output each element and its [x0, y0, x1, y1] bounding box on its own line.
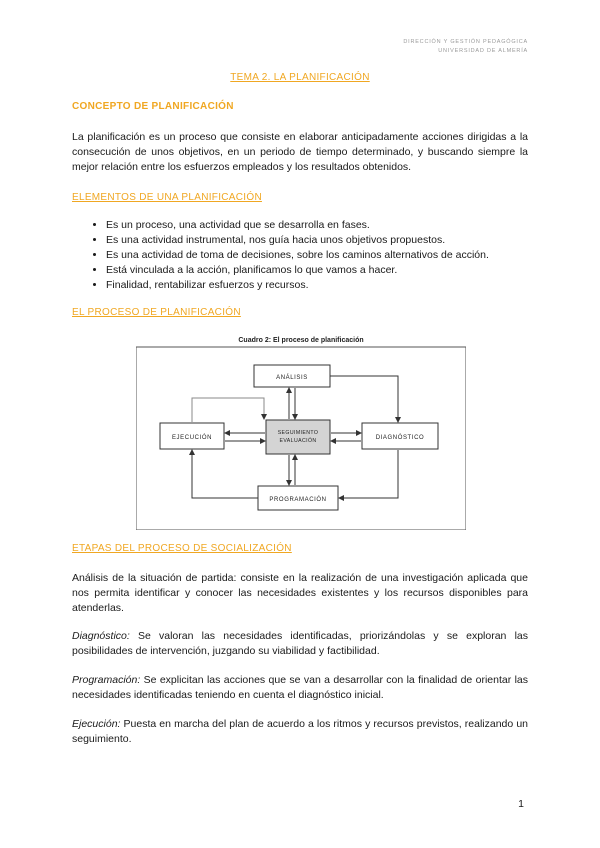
text-ejecucion: Puesta en marcha del plan de acuerdo a los ritmos y recursos previstos, realizando un seguimiento. — [72, 718, 528, 745]
header-line-1: DIRECCIÓN Y GESTIÓN PEDAGÓGICA — [403, 39, 528, 45]
arrow-diagnostico-programacion — [339, 450, 398, 498]
label-seguimiento: SEGUIMIENTO — [277, 430, 319, 436]
label-diagnostico: DIAGNÓSTICO — [375, 435, 425, 441]
list-item: • Está vinculada a la acción, planificamos lo que vamos a hacer. — [106, 263, 562, 278]
label-diagnostico-term: Diagnóstico: — [72, 630, 130, 642]
arrow-ejecucion-seguimiento — [192, 398, 264, 422]
paragraph-concepto: La planificación es un proceso que consiste en elaborar anticipadamente acciones dirigidas a la consecución de unos objetivos, en un periodo de tiempo determinado, y buscando siempre la mejor relación entre los esfuerzos empleados y los resultados obtenidos. — [72, 131, 528, 173]
arrow-programacion-ejecucion — [192, 450, 258, 498]
paragraph-ejecucion — [72, 717, 528, 747]
box-seguimiento — [266, 420, 330, 454]
label-ejecucion: EJECUCIÓN — [171, 435, 213, 441]
document-title: TEMA 2. LA PLANIFICACIÓN — [230, 72, 370, 83]
heading-proceso: EL PROCESO DE PLANIFICACIÓN — [72, 307, 241, 318]
list-item: • Es un proceso, una actividad que se desarrolla en fases. — [106, 218, 562, 233]
header-line-2: UNIVERSIDAD DE ALMERÍA — [438, 48, 528, 54]
heading-concepto: CONCEPTO DE PLANIFICACIÓN — [72, 101, 234, 112]
diagram-caption: Cuadro 2: El proceso de planificación — [238, 337, 364, 344]
label-analisis: ANÁLISIS — [276, 375, 308, 381]
heading-elementos: ELEMENTOS DE UNA PLANIFICACIÓN — [72, 192, 262, 203]
label-programacion-term: Programación: — [72, 674, 141, 686]
label-evaluacion: EVALUACIÓN — [279, 438, 317, 444]
heading-etapas: ETAPAS DEL PROCESO DE SOCIALIZACIÓN — [72, 543, 292, 554]
arrow-analisis-diagnostico — [330, 376, 398, 422]
list-item: • Finalidad, rentabilizar esfuerzos y recursos. — [106, 278, 562, 293]
page-header — [403, 38, 528, 56]
paragraph-programacion — [72, 673, 528, 703]
label-ejecucion-term: Ejecución: — [72, 718, 121, 730]
elementos-list — [72, 218, 562, 293]
paragraph-diagnostico — [72, 629, 528, 659]
planning-process-diagram — [136, 330, 466, 530]
label-programacion: PROGRAMACIÓN — [269, 497, 327, 503]
text-programacion: Se explicitan las acciones que se van a desarrollar con la finalidad de orientar las necesidades identificadas teniendo en cuenta el diagnóstico inicial. — [72, 674, 528, 701]
text-diagnostico: Se valoran las necesidades identificadas, priorizándolas y se exploran las posibilidades de intervención, juzgando su viabilidad y factibilidad. — [72, 630, 528, 657]
list-item: • Es una actividad instrumental, nos guía hacia unos objetivos propuestos. — [106, 233, 562, 248]
paragraph-analisis: Análisis de la situación de partida: consiste en la realización de una investigación aplicada que nos permita identificar y conocer las necesidades existentes y los recursos disponibles para atenderlas. — [72, 572, 528, 614]
list-item: • Es una actividad de toma de decisiones, sobre los caminos alternativos de acción. — [106, 248, 562, 263]
page-number: 1 — [518, 798, 524, 810]
